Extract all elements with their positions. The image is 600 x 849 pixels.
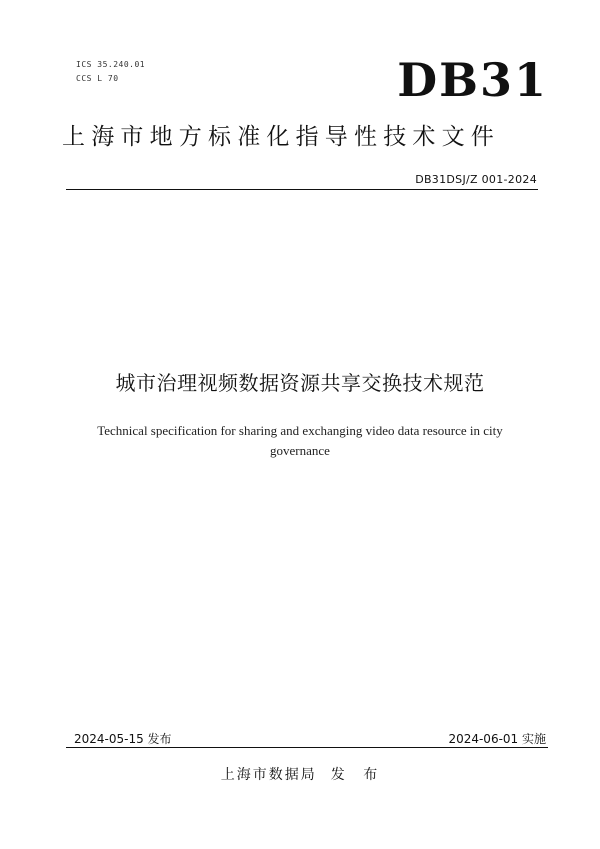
document-title-chinese: 城市治理视频数据资源共享交换技术规范 <box>115 371 485 395</box>
ics-code: ICS 35.240.01 <box>76 60 146 69</box>
document-type-heading: 上海市地方标准化指导性技术文件 <box>62 124 500 150</box>
publish-date: 2024-05-15 发布 <box>74 732 172 746</box>
footer-divider <box>66 747 548 748</box>
issue-word: 发 布 <box>330 767 380 783</box>
issuer-line <box>0 766 600 784</box>
document-number: DB31DSJ/Z 001-2024 <box>415 173 537 186</box>
standard-logo: DB31 <box>397 53 548 107</box>
ccs-code: CCS L 70 <box>76 74 119 83</box>
document-title-english: Technical specification for sharing and exchanging video data resource in city governance <box>97 423 503 458</box>
effective-date: 2024-06-01 实施 <box>448 732 546 746</box>
issuing-authority: 上海市数据局 <box>220 767 317 783</box>
header-divider <box>66 189 538 190</box>
